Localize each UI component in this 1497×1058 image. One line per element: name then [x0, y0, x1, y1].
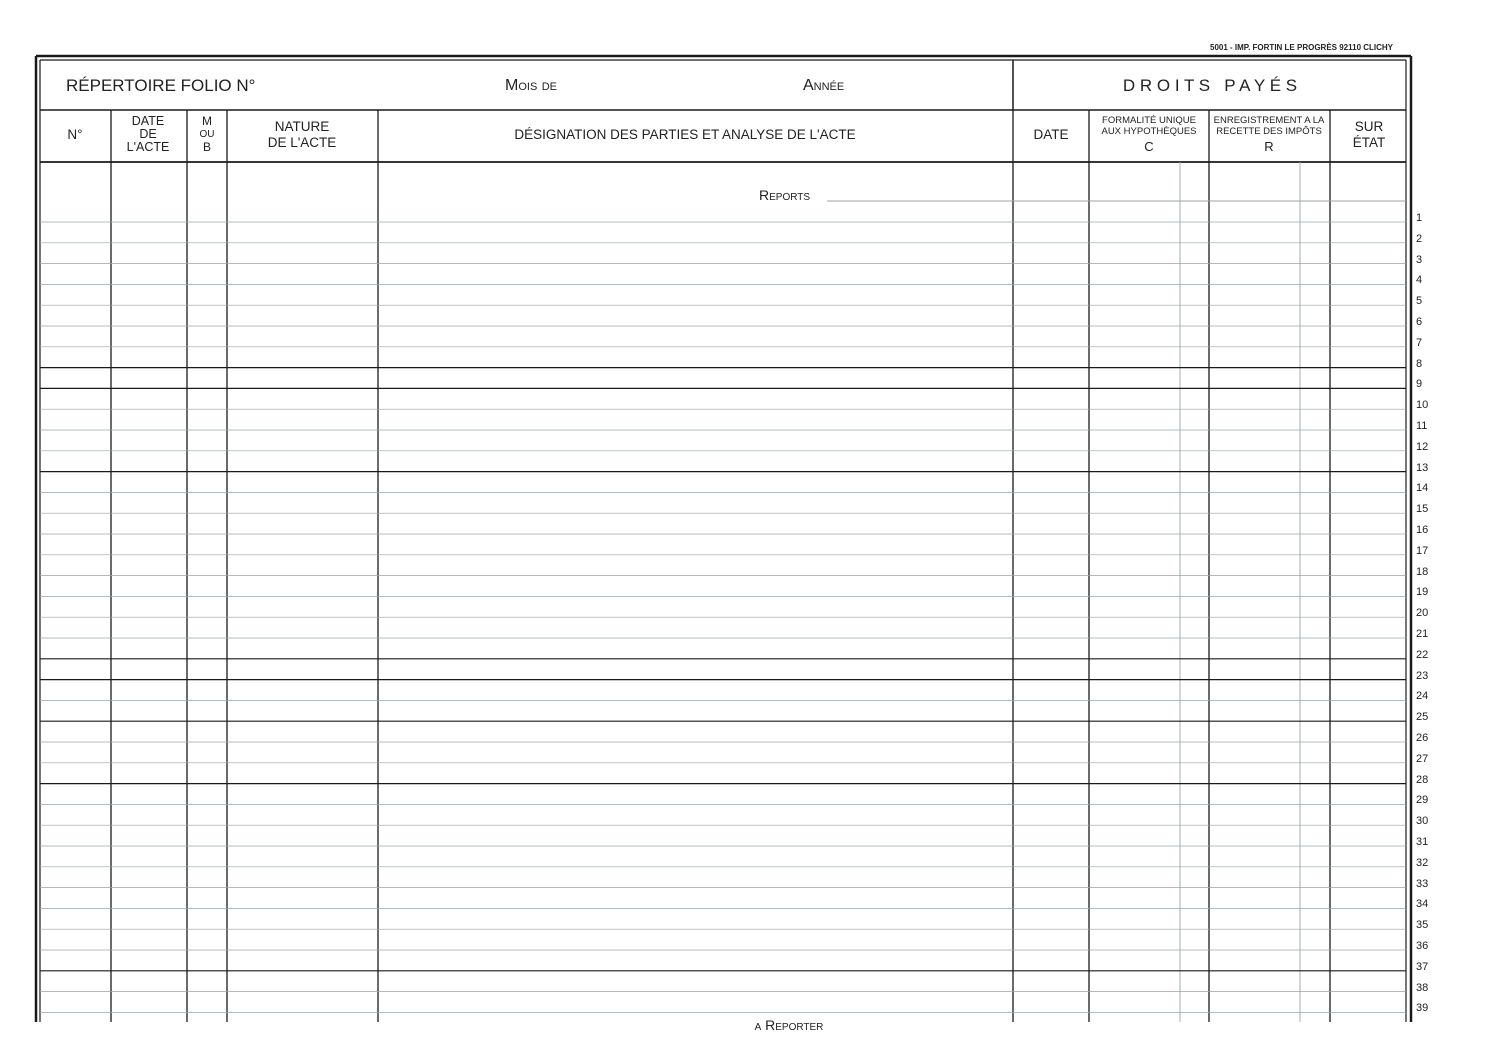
- line-number-24: 24: [1416, 690, 1429, 703]
- line-number-33: 33: [1416, 877, 1429, 890]
- col-m-ou-b-header: [200, 115, 215, 154]
- line-number-6: 6: [1416, 316, 1423, 328]
- col-ou-line: OU: [199, 129, 215, 140]
- line-number-2: 2: [1416, 232, 1423, 245]
- line-number-38: 38: [1416, 981, 1429, 994]
- line-number-5: 5: [1416, 295, 1423, 308]
- col-nature-line2: DE L'ACTE: [267, 135, 337, 150]
- line-number-21: 21: [1416, 628, 1429, 640]
- line-number-23: 23: [1416, 669, 1429, 682]
- col-formalite-line2: AUX HYPOTHÈQUES: [1101, 126, 1197, 137]
- col-nature-header: [268, 119, 337, 151]
- line-number-11: 11: [1416, 420, 1428, 432]
- line-number-17: 17: [1416, 544, 1429, 557]
- line-number-30: 30: [1416, 815, 1429, 828]
- line-number-20: 20: [1416, 607, 1429, 620]
- reports-label: Reports: [759, 187, 811, 203]
- col-date-header: DATE: [1033, 127, 1069, 142]
- line-number-36: 36: [1416, 940, 1429, 952]
- col-enregistrement-letter: R: [1264, 139, 1274, 154]
- line-number-19: 19: [1416, 586, 1429, 599]
- line-number-9: 9: [1416, 378, 1423, 391]
- line-number-7: 7: [1416, 336, 1423, 349]
- line-number-34: 34: [1416, 898, 1429, 911]
- col-sur-line: SUR: [1354, 119, 1384, 134]
- col-sur-etat-header: [1353, 119, 1386, 151]
- line-number-22: 22: [1416, 648, 1429, 661]
- col-formalite-line1: FORMALITÉ UNIQUE: [1102, 115, 1196, 126]
- col-formalite-letter: C: [1144, 139, 1154, 154]
- line-number-12: 12: [1416, 440, 1429, 453]
- line-number-1: 1: [1416, 212, 1423, 224]
- col-date-acte-line3: L'ACTE: [126, 140, 170, 154]
- col-numero-header: N°: [67, 127, 83, 142]
- printer-note: 5001 - IMP. FORTIN LE PROGRÈS 92110 CLICHY: [1210, 43, 1394, 52]
- line-number-32: 32: [1416, 856, 1429, 869]
- line-number-14: 14: [1416, 482, 1429, 495]
- line-number-39: 39: [1416, 1002, 1429, 1015]
- annee-label: Année: [803, 77, 845, 94]
- line-number-15: 15: [1416, 503, 1429, 516]
- line-number-31: 31: [1416, 836, 1429, 848]
- line-number-37: 37: [1416, 960, 1429, 973]
- col-b-line: B: [202, 140, 211, 154]
- col-nature-line1: NATURE: [274, 119, 330, 134]
- col-etat-line: ÉTAT: [1352, 135, 1386, 150]
- col-date-acte-line1: DATE: [131, 114, 165, 128]
- line-number-10: 10: [1416, 399, 1429, 412]
- line-number-29: 29: [1416, 794, 1429, 807]
- line-number-25: 25: [1416, 711, 1429, 724]
- col-enregistrement-header: [1214, 115, 1325, 152]
- droits-payes-label: D R O I T S P A Y É S: [1122, 76, 1298, 95]
- line-number-4: 4: [1416, 274, 1423, 287]
- line-number-26: 26: [1416, 732, 1429, 744]
- folio-label: RÉPERTOIRE FOLIO N°: [66, 76, 256, 95]
- line-number-16: 16: [1416, 524, 1429, 536]
- col-date-acte-header: [127, 115, 170, 154]
- mois-label: Mois de: [505, 77, 558, 94]
- col-enregistrement-line1: ENREGISTREMENT A LA: [1213, 115, 1325, 126]
- line-number-8: 8: [1416, 357, 1423, 370]
- col-designation-header: DÉSIGNATION DES PARTIES ET ANALYSE DE L'ACTE: [514, 127, 856, 142]
- col-date-acte-line2: DE: [139, 127, 157, 141]
- col-m-line: M: [202, 114, 212, 128]
- line-number-27: 27: [1416, 752, 1429, 765]
- col-formalite-header: [1101, 115, 1196, 152]
- col-enregistrement-line2: RECETTE DES IMPÔTS: [1216, 126, 1322, 137]
- line-number-35: 35: [1416, 919, 1429, 932]
- line-number-13: 13: [1416, 461, 1429, 474]
- a-reporter-label: a Reporter: [754, 1017, 824, 1033]
- line-number-28: 28: [1416, 773, 1429, 786]
- line-number-3: 3: [1416, 253, 1423, 266]
- line-number-18: 18: [1416, 565, 1429, 578]
